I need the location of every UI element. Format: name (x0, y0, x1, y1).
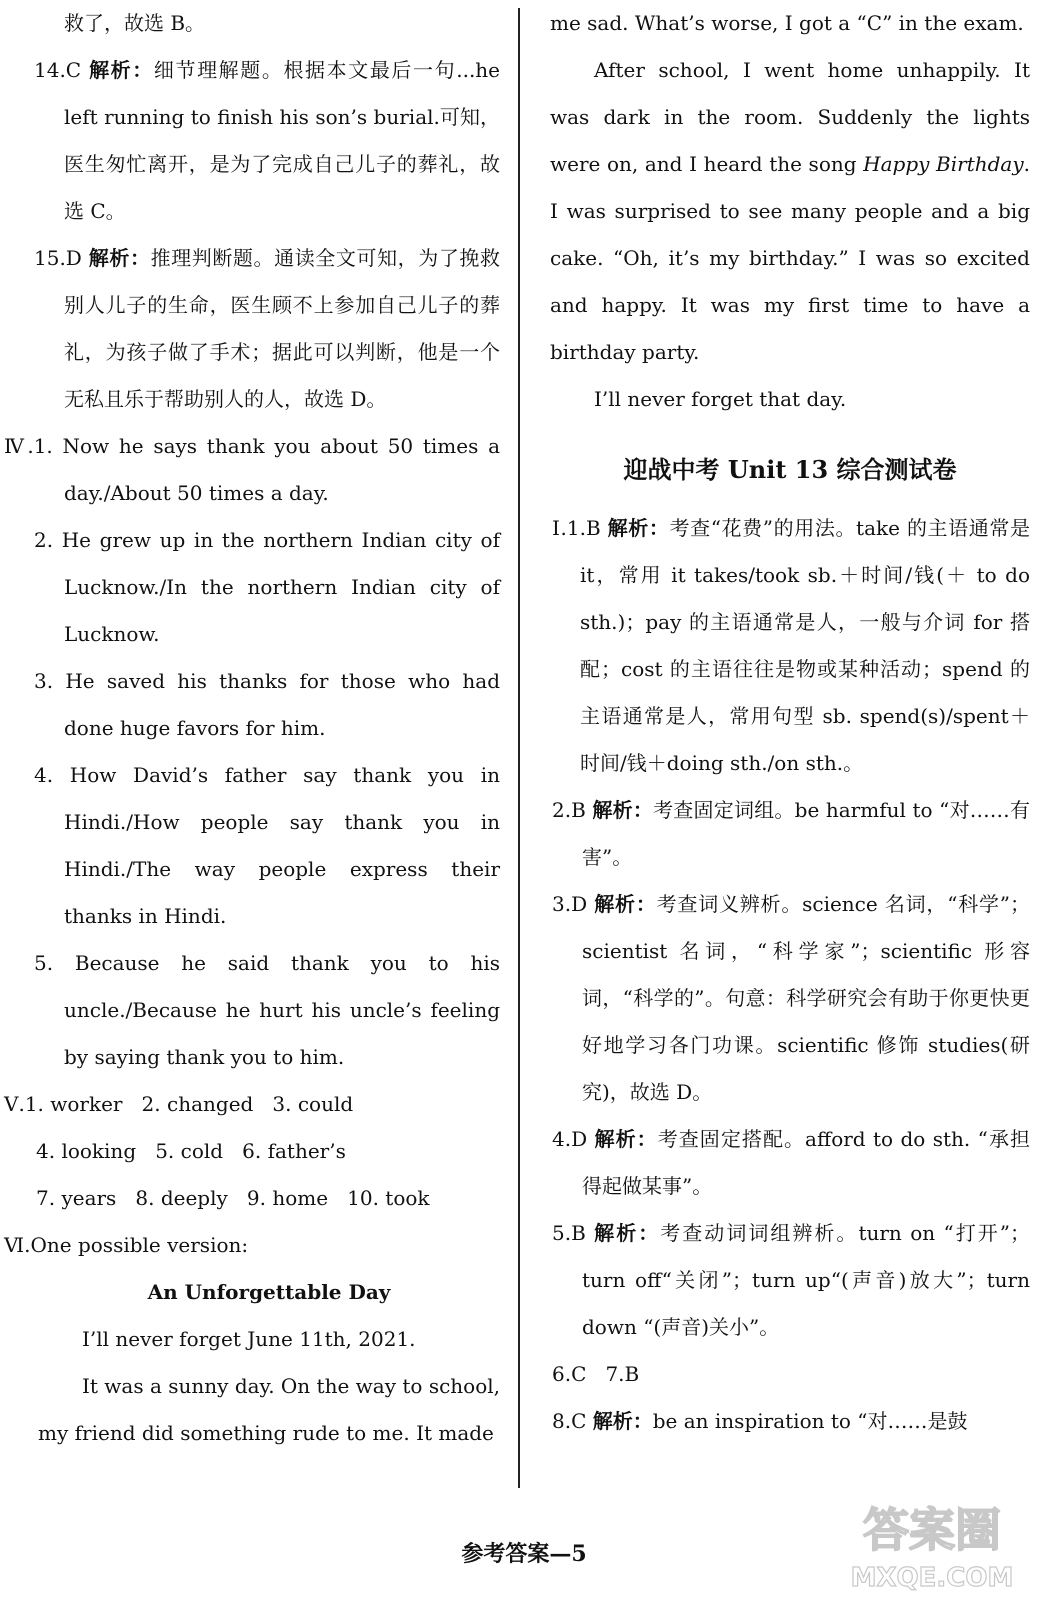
section-5-row-3: 7. years 8. deeply 9. home 10. took (36, 1186, 430, 1210)
section-title: 迎战中考 Unit 13 综合测试卷 (623, 455, 957, 484)
watermark-line-2: MXQE.COM (850, 1563, 1014, 1593)
essay-paragraph-1: I’ll never forget June 11th, 2021. (82, 1327, 416, 1351)
section-5-row-1: Ⅴ.1. worker 2. changed 3. could (4, 1092, 354, 1116)
section-1-roman: Ⅰ. (552, 516, 567, 540)
section-5-row-2: 4. looking 5. cold 6. father’s (36, 1139, 346, 1163)
essay-paragraph-2-end: me sad. What’s worse, I got a “C” in the exam. (550, 11, 1024, 35)
section-6-roman: Ⅵ. (4, 1233, 31, 1257)
questions-6-7: 6.C 7.B (552, 1362, 640, 1386)
section-4-item-3: 3. He saved his thanks for those who had done huge favors for him. (34, 669, 500, 740)
answer-14-text: 细节理解题。根据本文最后一句...he left running to finish his son’s burial.可知，医生匆忙离开，是为了完成自己儿子的葬礼，故选 C。 (64, 58, 501, 223)
section-4-item-5: 5. Because he said thank you to his uncle./Because he hurt his uncle’s feeling by saying thank you to him. (34, 951, 500, 1069)
question-1 (550, 505, 1030, 787)
section-4-roman: Ⅳ. (4, 434, 34, 458)
answer-14 (0, 47, 500, 235)
song-title: Happy Birthday (863, 152, 1024, 176)
question-3: 3.D 解析：考查词义辨析。science 名词，“科学”；scientist 名词，“科学家”；scientific 形容词，“科学的”。句意：科学研究会有助于你更快更好地学习各门功课。scientific 修饰 studies(研究)，故选 D。 (552, 892, 1031, 1104)
answer-15 (0, 235, 500, 423)
section-4-item-4: 4. How David’s father say thank you in Hindi./How people say thank you in Hindi./The way people express their thanks in Hindi. (34, 763, 500, 928)
section-6-intro: Ⅵ.One possible version: (4, 1233, 249, 1257)
watermark-logo (832, 1488, 1032, 1596)
answer-15-label: 解析： (88, 246, 151, 270)
page-footer: 参考答案—5 (461, 1541, 587, 1567)
answer-15-number: 15.D (34, 246, 82, 270)
question-4: 4.D 解析：考查固定搭配。afford to do sth. “承担得起做某事”。 (552, 1127, 1031, 1198)
answer-14-label: 解析： (89, 58, 154, 82)
answer-14-number: 14.C (34, 58, 82, 82)
section-5-roman: Ⅴ. (4, 1092, 25, 1116)
question-2: 2.B 解析：考查固定词组。be harmful to “对……有害”。 (552, 798, 1031, 869)
question-5: 5.B 解析：考查动词词组辨析。turn on “打开”；turn off“关闭”；turn up“(声音)放大”；turn down “(声音)关小”。 (552, 1221, 1031, 1339)
question-1-number: 1.B (566, 516, 601, 540)
section-4-item-1: Ⅳ.1. Now he says thank you about 50 times a day./About 50 times a day. (4, 434, 500, 505)
essay-paragraph-4: I’ll never forget that day. (594, 387, 847, 411)
question-8: 8.C 解析：be an inspiration to “对……是鼓 (552, 1409, 968, 1433)
column-divider (518, 8, 520, 1488)
answer-15-text: 推理判断题。通读全文可知，为了挽救别人儿子的生命，医生顾不上参加自己儿子的葬礼，为孩子做了手术；据此可以判断，他是一个无私且乐于帮助别人的人，故选 D。 (64, 246, 501, 411)
essay-paragraph-3: After school, I went home unhappily. It was dark in the room. Suddenly the lights were on, and I heard the song Happy Birthday. I was surprised to see many people and a big cake. “Oh, it’s my birthday.” I was so excited and happy. It was my first time to have a birthday party. (550, 58, 1030, 364)
essay-title: An Unforgettable Day (147, 1280, 391, 1304)
answer-13-tail: 救了，故选 B。 (64, 11, 206, 35)
essay-paragraph-2-start: It was a sunny day. On the way to school, my friend did something rude to me. It made (38, 1374, 500, 1445)
right-column (550, 0, 1030, 1445)
watermark-line-1: 答案圈 (863, 1503, 1001, 1557)
section-4-item-2: 2. He grew up in the northern Indian city of Lucknow./In the northern Indian city of Lucknow. (34, 528, 500, 646)
question-1-text: 考查“花费”的用法。take 的主语通常是 it，常用 it takes/took sb.＋时间/钱(＋ to do sth.)；pay 的主语通常是人，一般与介词 for 搭配；cost 的主语往往是物或某种活动；spend 的主语通常是人，常用句型 sb. spend(s)/spent＋时间/钱＋doing sth./on sth.。 (580, 516, 1031, 775)
question-1-label: 解析： (607, 516, 670, 540)
left-column (0, 0, 500, 1457)
